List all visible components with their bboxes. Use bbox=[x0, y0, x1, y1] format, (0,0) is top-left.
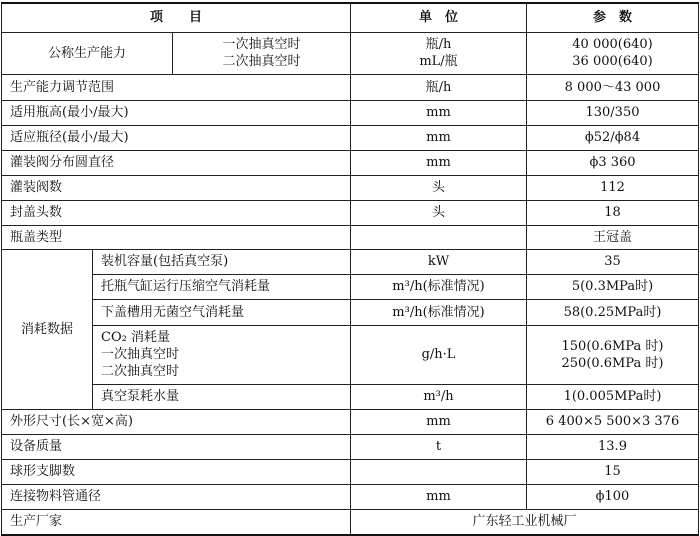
row-unit bbox=[351, 459, 527, 484]
consumption-item-line: 一次抽真空时 bbox=[101, 347, 180, 362]
manufacturer-value: 广东轻工业机械厂 bbox=[351, 509, 699, 535]
row-label: 灌装阀分布圆直径 bbox=[2, 150, 351, 175]
sublabel: 一次抽真空时 bbox=[222, 37, 301, 52]
table-row bbox=[2, 434, 699, 459]
row-unit: 瓶/h bbox=[351, 74, 527, 100]
table-row bbox=[2, 459, 699, 484]
row-label: 生产能力调节范围 bbox=[2, 74, 351, 100]
row-value: 王冠盖 bbox=[527, 225, 699, 249]
table-header-row bbox=[2, 3, 699, 32]
row-label: 设备质量 bbox=[2, 434, 351, 459]
row-value: 15 bbox=[527, 459, 699, 484]
row-unit: t bbox=[351, 434, 527, 459]
header-param: 参 数 bbox=[527, 3, 699, 32]
table-row bbox=[2, 74, 699, 100]
consumption-value: 5(0.3MPa时) bbox=[527, 274, 699, 299]
row-unit: mm bbox=[351, 125, 527, 150]
consumption-item-multi bbox=[93, 325, 351, 384]
row-value: ϕ3 360 bbox=[527, 150, 699, 175]
row-label: 球形支脚数 bbox=[2, 459, 351, 484]
consumption-row bbox=[2, 384, 699, 409]
row-value bbox=[527, 32, 699, 74]
sublabel: 二次抽真空时 bbox=[222, 54, 301, 69]
consumption-row bbox=[2, 299, 699, 325]
consumption-value: 35 bbox=[527, 249, 699, 274]
row-value: 13.9 bbox=[527, 434, 699, 459]
table-row bbox=[2, 200, 699, 225]
row-label: 灌装阀数 bbox=[2, 175, 351, 200]
row-unit: mm bbox=[351, 409, 527, 434]
row-label: 瓶盖类型 bbox=[2, 225, 351, 249]
unit-line: mL/瓶 bbox=[419, 54, 458, 69]
consumption-value-line: 150(0.6MPa 时) bbox=[561, 338, 664, 354]
consumption-value-line: 250(0.6MPa 时) bbox=[561, 355, 664, 371]
table-row bbox=[2, 175, 699, 200]
row-unit: mm bbox=[351, 484, 527, 509]
spec-table bbox=[1, 2, 699, 536]
row-label: 适用瓶高(最小/最大) bbox=[2, 100, 351, 125]
consumption-item: 真空泵耗水量 bbox=[93, 384, 351, 409]
row-value: 130/350 bbox=[527, 100, 699, 125]
row-value: 8 000～43 000 bbox=[527, 74, 699, 100]
row-unit: mm bbox=[351, 150, 527, 175]
consumption-row bbox=[2, 274, 699, 299]
row-value: 112 bbox=[527, 175, 699, 200]
consumption-row bbox=[2, 249, 699, 274]
table-row bbox=[2, 100, 699, 125]
row-value: ϕ52/ϕ84 bbox=[527, 125, 699, 150]
consumption-label: 消耗数据 bbox=[2, 249, 93, 409]
row-value: 6 400×5 500×3 376 bbox=[527, 409, 699, 434]
manufacturer-label: 生产厂家 bbox=[2, 509, 351, 535]
consumption-item: 装机容量(包括真空泵) bbox=[93, 249, 351, 274]
consumption-unit: m³/h(标准情况) bbox=[351, 299, 527, 325]
row-value: 18 bbox=[527, 200, 699, 225]
consumption-unit: g/h·L bbox=[351, 325, 527, 384]
row-label: 适应瓶径(最小/最大) bbox=[2, 125, 351, 150]
consumption-item: 托瓶气缸运行压缩空气消耗量 bbox=[93, 274, 351, 299]
consumption-value-multi bbox=[527, 325, 699, 384]
table-row bbox=[2, 225, 699, 249]
consumption-value: 1(0.005MPa时) bbox=[527, 384, 699, 409]
row-value: ϕ100 bbox=[527, 484, 699, 509]
unit-line: 瓶/h bbox=[425, 37, 452, 52]
value-line: 40 000(640) bbox=[572, 37, 653, 52]
consumption-item-line: 二次抽真空时 bbox=[101, 364, 180, 379]
consumption-row bbox=[2, 325, 699, 384]
row-label: 封盖头数 bbox=[2, 200, 351, 225]
row-unit: 头 bbox=[351, 200, 527, 225]
row-label: 连接物料管通径 bbox=[2, 484, 351, 509]
header-unit: 单 位 bbox=[351, 3, 527, 32]
manufacturer-row bbox=[2, 509, 699, 535]
consumption-value: 58(0.25MPa时) bbox=[527, 299, 699, 325]
value-line: 36 000(640) bbox=[572, 54, 653, 69]
header-item: 项 目 bbox=[2, 3, 351, 32]
consumption-unit: m³/h bbox=[351, 384, 527, 409]
row-unit: mm bbox=[351, 100, 527, 125]
table-row bbox=[2, 484, 699, 509]
row-sublabels bbox=[173, 32, 351, 74]
consumption-unit: m³/h(标准情况) bbox=[351, 274, 527, 299]
row-unit: 头 bbox=[351, 175, 527, 200]
row-unit bbox=[351, 32, 527, 74]
row-label: 外形尺寸(长×宽×高) bbox=[2, 409, 351, 434]
consumption-item: 下盖槽用无菌空气消耗量 bbox=[93, 299, 351, 325]
consumption-unit: kW bbox=[351, 249, 527, 274]
row-unit bbox=[351, 225, 527, 249]
row-label: 公称生产能力 bbox=[2, 32, 173, 74]
table-row bbox=[2, 409, 699, 434]
table-row bbox=[2, 125, 699, 150]
table-row bbox=[2, 150, 699, 175]
consumption-item-line: CO₂ 消耗量 bbox=[101, 330, 170, 345]
table-row bbox=[2, 32, 699, 74]
